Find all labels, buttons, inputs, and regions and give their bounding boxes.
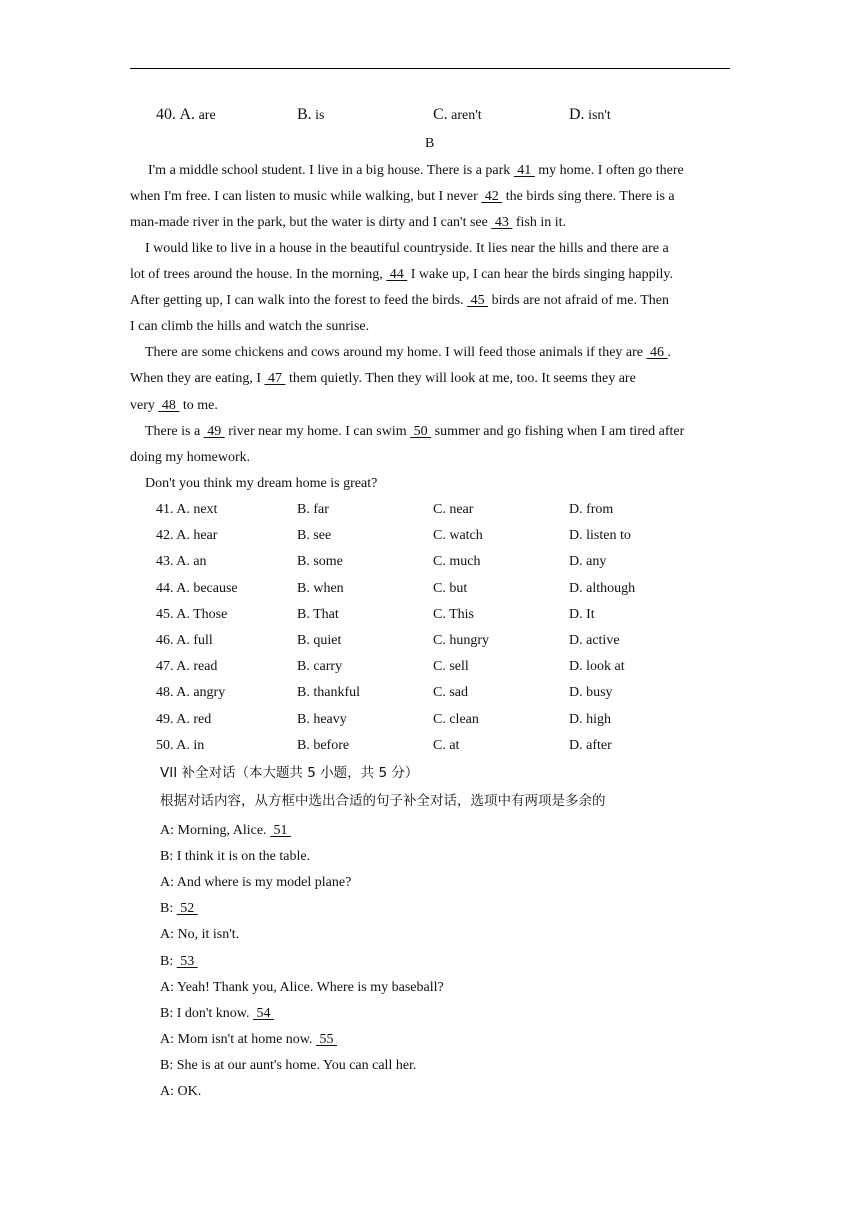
question-option-a: 45. A. Those [156,606,228,622]
question-option: B. before [297,737,350,753]
passage-text: lot of trees around the house. In the morning, [130,267,387,282]
question-option: B. That [297,606,339,622]
question-option: C. watch [433,528,483,544]
question-option: C. sell [433,659,469,675]
passage-line [130,266,673,284]
blank-number: 44 [386,267,408,282]
question-option: B. thankful [297,685,360,701]
passage-text: very [130,398,159,413]
passage-text: A: OK. [160,1084,202,1099]
passage-line [145,240,669,258]
question-option: C. sad [433,685,468,701]
blank-number: 47 [264,371,286,386]
question-40-option-d [569,106,611,125]
passage-text: A: Yeah! Thank you, Alice. Where is my baseball? [160,979,444,995]
question-option: C. This [433,606,474,622]
question-option: D. although [569,580,636,596]
passage-line [130,292,669,310]
question-40-option-c [433,106,482,125]
question-option-a: 41. A. next [156,502,218,517]
passage-text: B: I think it is on the table. [160,849,311,865]
question-option: D. listen to [569,528,631,544]
question-option: D. after [569,737,612,753]
blank-number: 49 [203,424,225,439]
question-option-a: 44. A. because [156,580,238,596]
question-option: C. much [433,554,481,570]
passage-line [130,188,675,206]
passage-line [130,318,369,336]
option-text: isn't [588,108,611,123]
blank-number: 55 [316,1031,337,1047]
passage-text: my home. I often go there [534,163,684,178]
question-option: B. heavy [297,711,347,727]
passage-line [145,423,684,441]
passage-text: man-made river in the park, but the water is dirty and I can't see [130,215,492,230]
passage-line [145,344,671,362]
passage-text: doing my homework. [130,450,251,465]
passage-text: B: [160,953,177,969]
dialogue-line [160,900,198,918]
question-option: D. busy [569,685,613,701]
question-option: B. carry [297,659,343,675]
section-7-title: VII 补全对话（本大题共 5 小题，共 5 分） [160,765,419,781]
blank-number: 51 [270,823,292,838]
option-text: is [315,108,325,123]
passage-text: When they are eating, I [130,371,265,386]
dialogue-line [160,848,310,866]
question-option: D. from [569,502,614,517]
question-option: B. far [297,502,329,517]
dialogue-line [160,1005,274,1023]
passage-text: the birds sing there. There is a [502,189,675,204]
option-letter: A. [179,106,196,123]
option-letter: B. [297,106,312,123]
option-text: are [198,108,216,123]
header-rule [130,68,730,69]
passage-text: river near my home. I can swim [224,424,411,439]
passage-text: when I'm free. I can listen to music while walking, but I never [130,189,482,204]
question-option: D. look at [569,659,625,675]
blank-number: 46 [646,345,668,360]
passage-line [130,449,250,467]
question-option: D. It [569,606,595,622]
question-option: C. clean [433,711,479,727]
passage-text: I wake up, I can hear the birds singing happily. [407,267,674,282]
dialogue-line [160,979,444,997]
option-letter: D. [569,106,585,123]
passage-text: B: She is at our aunt's home. You can call her. [160,1057,417,1073]
passage-text: After getting up, I can walk into the forest to feed the birds. [130,293,468,308]
blank-number: 53 [176,953,198,969]
passage-line [130,214,566,232]
passage-text: them quietly. Then they will look at me, too. It seems they are [285,371,636,386]
passage-line [130,397,218,415]
dialogue-line [160,953,198,971]
question-option-a: 46. A. full [156,633,213,648]
blank-number: 50 [410,424,432,439]
passage-line [148,162,684,180]
dialogue-line [160,822,291,840]
passage-line [130,370,636,388]
question-option: B. some [297,554,343,570]
passage-text: There are some chickens and cows around my home. I will feed those animals if they are [145,345,647,360]
passage-text: I'm a middle school student. I live in a big house. There is a park [148,163,514,178]
passage-text: fish in it. [512,215,567,230]
question-option: B. see [297,528,332,544]
question-option: B. when [297,580,344,596]
dialogue-line [160,1083,201,1101]
question-option-a: 48. A. angry [156,685,226,701]
passage-text: birds are not afraid of me. Then [488,293,669,308]
dialogue-line [160,926,239,944]
question-40-option-b [297,106,325,125]
question-option: C. but [433,580,468,596]
passage-text: summer and go fishing when I am tired after [431,424,685,439]
question-option-a: 42. A. hear [156,528,218,544]
question-option: D. high [569,711,611,727]
question-option-a: 47. A. read [156,659,218,675]
question-option: D. any [569,554,607,570]
passage-text: B: I don't know. [160,1005,254,1021]
dialogue-line [160,1031,337,1049]
passage-text: A: Mom isn't at home now. [160,1031,316,1047]
question-option: D. active [569,633,620,648]
passage-text: A: No, it isn't. [160,927,240,943]
question-option-a: 50. A. in [156,737,205,753]
question-option-a: 43. A. an [156,554,207,570]
blank-number: 45 [467,293,489,308]
question-option: B. quiet [297,633,342,648]
question-number: 40. [156,106,176,123]
blank-number: 52 [176,901,198,917]
section-7-instruction: 根据对话内容，从方框中选出合适的句子补全对话，选项中有两项是多余的 [160,793,606,809]
passage-text: I would like to live in a house in the beautiful countryside. It lies near the hills and there are a [145,241,669,256]
blank-number: 43 [491,215,513,230]
blank-number: 42 [481,189,503,204]
question-option: C. at [433,737,460,753]
passage-text: There is a [145,424,204,439]
passage-text: I can climb the hills and watch the sunrise. [130,319,370,334]
passage-text: A: And where is my model plane? [160,875,352,891]
blank-number: 48 [158,398,180,413]
question-option: C. hungry [433,633,489,648]
passage-text: . [667,345,671,360]
section-b-heading: B [425,136,435,151]
blank-number: 41 [513,163,535,178]
passage-line: Don't you think my dream home is great? [145,476,378,491]
dialogue-line [160,1057,416,1075]
question-option-a: 49. A. red [156,711,212,727]
question-option: C. near [433,502,474,517]
option-text: aren't [451,108,482,123]
passage-text: A: Morning, Alice. [160,823,271,838]
passage-text: B: [160,901,177,917]
dialogue-line [160,874,351,892]
blank-number: 54 [253,1005,275,1021]
option-letter: C. [433,106,448,123]
question-40 [156,106,216,125]
passage-text: to me. [179,398,218,413]
